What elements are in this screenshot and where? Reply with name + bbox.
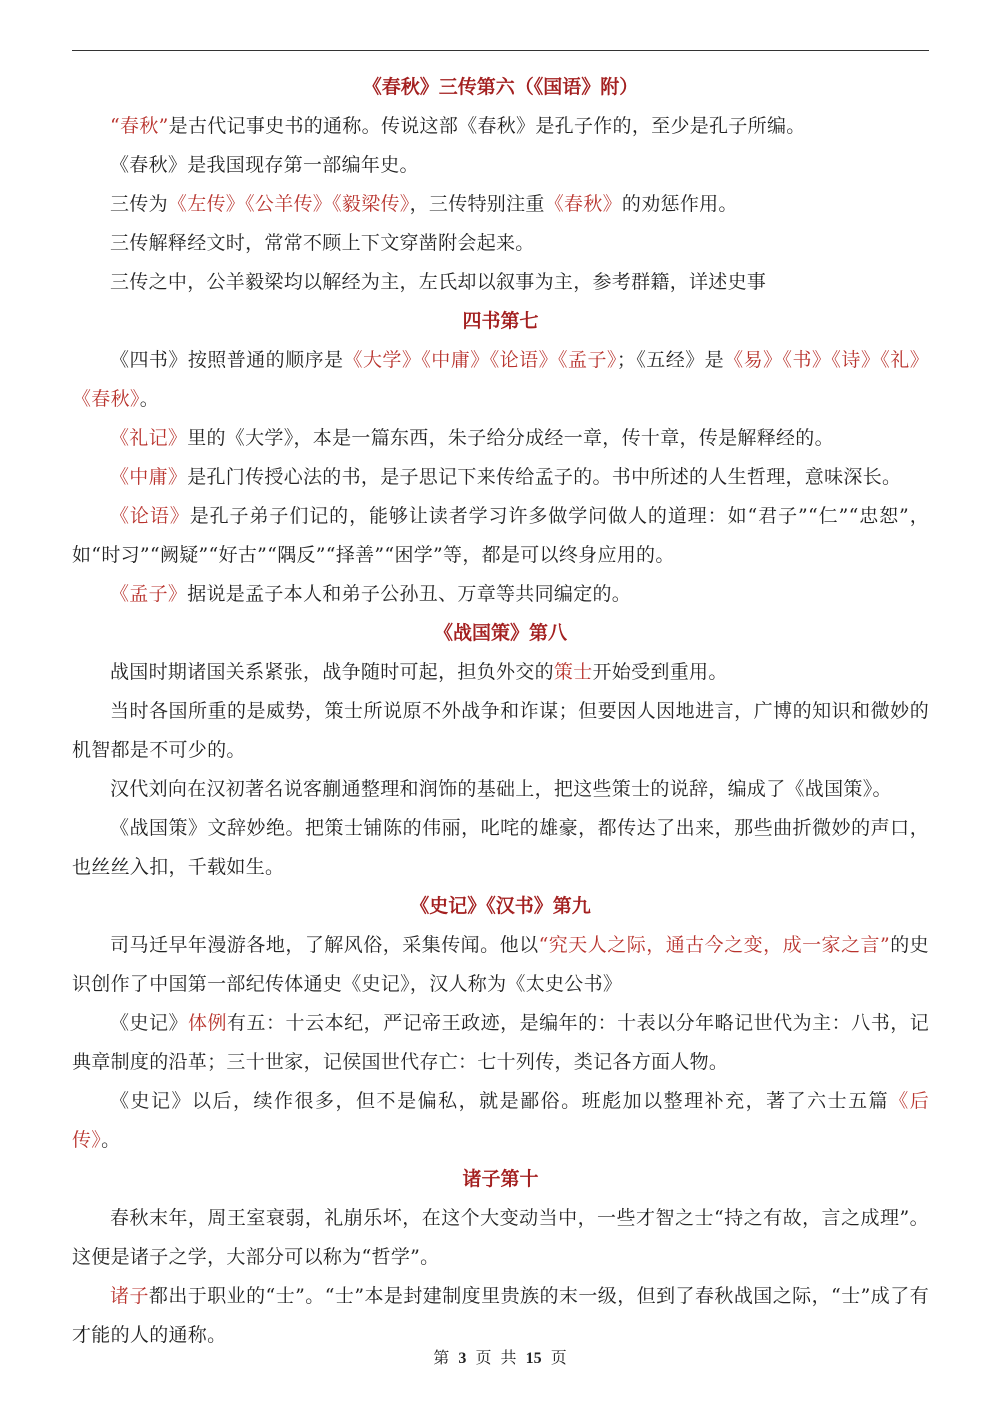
text-segment: 当时各国所重的是威势，策士所说原不外战争和诈谋；但要因人因地进言，广博的知识和微妙的机智都是不可少的。 [72,700,929,761]
text-segment: 。 [101,1129,121,1151]
text-segment: 都出于职业的“士”。“士”本是封建制度里贵族的末一级，但到了春秋战国之际，“士”成了有才能的人的通称。 [72,1285,929,1346]
page-footer [0,1345,1000,1368]
text-segment: ，三传特别注重 [409,193,545,215]
section-heading: 《史记》《汉书》第九 [410,895,591,917]
highlighted-text: 体例 [188,1012,228,1034]
paragraph [72,653,929,692]
highlighted-text: 《礼记》 [110,427,188,449]
text-segment: 。 [139,388,160,410]
paragraph [72,419,929,458]
paragraph [72,692,929,770]
footer-suffix: 页 [550,1348,567,1367]
paragraph [72,458,929,497]
paragraph [72,1004,929,1082]
highlighted-text: “春秋” [110,115,169,137]
total-pages: 15 [525,1350,542,1367]
text-segment: 据说是孟子本人和弟子公孙丑、万章等共同编定的。 [187,583,632,605]
header-rule [72,50,929,51]
highlighted-text: 《中庸》 [110,466,188,488]
text-segment: 的史识创作了中国第一部纪传体通史《史记》，汉人称为《太史公书》 [72,934,929,995]
highlighted-text: 《后传》 [72,1090,929,1151]
text-segment: 三传之中，公羊毅梁均以解经为主，左氏却以叙事为主，参考群籍，详述史事 [110,271,767,293]
text-segment: 是孔子弟子们记的，能够让读者学习许多做学问做人的道理：如“君子”“仁”“忠恕”，如“时习”“阙疑”“好古”“隅反”“择善”“困学”等，都是可以终身应用的。 [72,505,929,566]
paragraph [72,1277,929,1355]
highlighted-text: 《论语》 [110,505,190,527]
text-segment: 《春秋》是我国现存第一部编年史。 [110,154,419,176]
text-segment: 汉代刘向在汉初著名说客蒯通整理和润饰的基础上，把这些策士的说辞，编成了《战国策》。 [110,778,892,800]
text-segment: ；《五经》是 [616,349,725,371]
section-heading: 《春秋》三传第六（《国语》附） [362,76,639,98]
text-segment: 三传为 [110,193,168,215]
paragraph [72,107,929,146]
paragraph [72,770,929,809]
paragraph [72,224,929,263]
paragraph [72,926,929,1004]
paragraph [72,185,929,224]
text-segment: 《史记》以后，续作很多，但不是偏私，就是鄙俗。班彪加以整理补充，著了六士五篇 [110,1090,890,1112]
highlighted-text: 策士 [553,661,593,683]
text-segment: 的劝惩作用。 [621,193,738,215]
section-heading: 《战国策》第八 [433,622,567,644]
text-segment: 三传解释经文时，常常不顾上下文穿凿附会起来。 [110,232,535,254]
text-segment: 《战国策》文辞妙绝。把策士铺陈的伟丽，叱咤的雄豪，都传达了出来，那些曲折微妙的声口，也丝丝入扣，千载如生。 [72,817,929,878]
text-segment: 是孔门传授心法的书，是子思记下来传给孟子的。书中所述的人生哲理，意味深长。 [187,466,902,488]
document-body [72,68,929,1355]
text-segment: 战国时期诸国关系紧张，战争随时可起，担负外交的 [110,661,554,683]
section-heading: 四书第七 [462,310,539,332]
text-segment: 有五：十云本纪，严记帝王政迹，是编年的：十表以分年略记世代为主：八书，记典章制度的沿革；三十世家，记侯国世代存亡：七十列传，类记各方面人物。 [72,1012,929,1073]
highlighted-text: 《大学》《中庸》《论语》《孟子》 [343,349,617,371]
text-segment: 里的《大学》，本是一篇东西，朱子给分成经一章，传十章，传是解释经的。 [187,427,834,449]
highlighted-text: 《春秋》 [544,193,622,215]
highlighted-text: “究天人之际，通古今之变，成一家之言” [538,934,891,956]
paragraph [72,1199,929,1277]
paragraph [72,1082,929,1160]
text-segment: 《四书》按照普通的顺序是 [110,349,344,371]
highlighted-text: 《左传》《公羊传》《毅梁传》 [167,193,410,215]
paragraph [72,341,929,419]
paragraph [72,497,929,575]
highlighted-text: 诸子 [110,1285,149,1307]
text-segment: 是古代记事史书的通称。传说这部《春秋》是孔子作的，至少是孔子所编。 [168,115,806,137]
paragraph [72,263,929,302]
highlighted-text: 《易》《书》《诗》《礼》《春秋》 [72,349,929,410]
current-page: 3 [458,1350,467,1367]
section-heading: 诸子第十 [462,1168,539,1190]
footer-prefix: 第 [433,1348,450,1367]
text-segment: 司马迁早年漫游各地，了解风俗，采集传闻。他以 [110,934,539,956]
paragraph [72,146,929,185]
text-segment: 《史记》 [110,1012,189,1034]
paragraph [72,575,929,614]
footer-mid: 页 共 [475,1348,517,1367]
text-segment: 春秋末年，周王室衰弱，礼崩乐坏，在这个大变动当中，一些才智之士“持之有故，言之成理”。这便是诸子之学，大部分可以称为“哲学”。 [72,1207,929,1268]
paragraph [72,809,929,887]
highlighted-text: 《孟子》 [110,583,188,605]
text-segment: 开始受到重用。 [592,661,728,683]
